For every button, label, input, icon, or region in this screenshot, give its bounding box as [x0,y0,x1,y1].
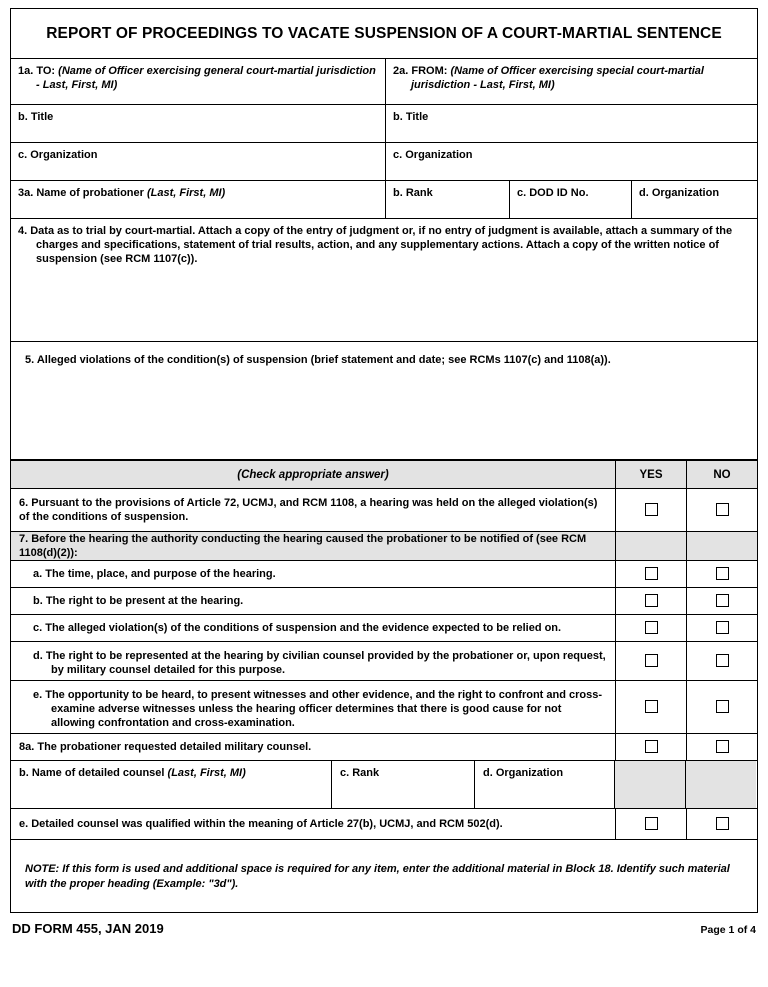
checkbox-cell-no[interactable] [686,588,757,614]
field-from-hint: (Name of Officer exercising special court-martial jurisdiction - Last, First, MI) [411,64,704,91]
row-block-4 [11,219,757,342]
question-text: 7. Before the hearing the authority conducting the hearing caused the probationer to be notified of (see RCM 1108(d)(2)): [19,532,587,559]
checkbox-icon[interactable] [645,503,658,516]
row-organization [11,143,757,181]
checkbox-icon[interactable] [645,740,658,753]
table-row [11,489,757,532]
checkbox-icon[interactable] [716,700,729,713]
question-text-inner: e. The opportunity to be heard, to present witnesses and other evidence, and the right to confront and cross-examine adverse witnesses unless the hearing officer determines that there is good cause for not allowing confrontation and cross-examination. [33,688,603,730]
question-text [11,642,615,680]
field-title-right-label: b. Title [393,110,429,123]
checkbox-icon[interactable] [716,567,729,580]
checkbox-icon[interactable] [716,740,729,753]
row-probationer [11,181,757,219]
checkbox-icon[interactable] [645,567,658,580]
question-text [11,681,615,733]
check-table-header-no: NO [686,461,757,488]
note-text: If this form is used and additional space is required for any item, enter the additional material in Block 18. Identify such material with the proper heading (Example: "3d"). [25,862,730,890]
checkbox-icon[interactable] [716,654,729,667]
checkbox-cell-no [685,761,756,808]
checkbox-cell-yes[interactable] [615,642,686,680]
checkbox-cell-yes[interactable] [615,588,686,614]
table-row [11,561,757,588]
field-detailed-counsel-name[interactable] [11,761,331,808]
checkbox-cell-yes[interactable] [615,809,686,839]
footer-page-number: Page 1 of 4 [700,923,756,936]
checkbox-cell-no [686,532,757,560]
checkbox-cell-yes[interactable] [615,561,686,587]
question-text-inner: d. The right to be represented at the hearing by civilian counsel provided by the probationer or, upon request, by military counsel detailed for this purpose. [33,649,606,677]
checkbox-icon[interactable] [645,654,658,667]
checkbox-cell-yes [615,532,686,560]
checkbox-icon[interactable] [645,594,658,607]
checkbox-icon[interactable] [716,621,729,634]
question-text: a. The time, place, and purpose of the hearing. [33,567,276,580]
field-probationer-hint: (Last, First, MI) [146,186,226,199]
table-row [11,681,757,734]
field-dod-id[interactable] [509,181,631,218]
row-block-5 [11,342,757,460]
table-row [11,734,757,761]
field-detailed-counsel-org-label: d. Organization [483,766,564,779]
field-detailed-counsel-name-hint: (Last, First, MI) [167,766,246,779]
field-detailed-counsel-name-label: b. Name of detailed counsel [19,766,165,779]
field-detailed-counsel-org[interactable] [474,761,614,808]
field-org-right[interactable] [385,143,756,180]
field-to-label: 1a. TO: [18,64,56,77]
table-row [11,615,757,642]
checkbox-cell-yes[interactable] [615,489,686,531]
question-text: 8a. The probationer requested detailed military counsel. [19,740,312,753]
checkbox-cell-no[interactable] [686,489,757,531]
check-table-header-yes: YES [615,461,686,488]
field-to-hint: (Name of Officer exercising general court-martial jurisdiction - Last, First, MI) [36,64,376,91]
field-title-right[interactable] [385,105,756,142]
checkbox-cell-yes [614,761,685,808]
row-detailed-counsel [11,761,757,809]
question-text: e. Detailed counsel was qualified within the meaning of Article 27(b), UCMJ, and RCM 502(d). [19,817,503,830]
checkbox-cell-no[interactable] [686,734,757,760]
row-title [11,105,757,143]
page-footer [10,913,758,936]
checkbox-cell-no[interactable] [686,809,757,839]
checkbox-icon[interactable] [716,594,729,607]
field-dod-id-label: c. DOD ID No. [517,186,589,199]
question-text: c. The alleged violation(s) of the conditions of suspension and the evidence expected to be relied on. [33,621,562,634]
checkbox-cell-yes[interactable] [615,615,686,641]
field-probationer-name[interactable] [11,181,385,218]
field-org-left[interactable] [11,143,385,180]
check-table-header [11,460,757,489]
field-detailed-counsel-rank[interactable] [331,761,474,808]
checkbox-cell-no[interactable] [686,615,757,641]
checkbox-cell-yes[interactable] [615,681,686,733]
checkbox-cell-no[interactable] [686,561,757,587]
table-row [11,532,757,561]
field-title-left-label: b. Title [18,110,54,123]
footer-form-id: DD FORM 455, JAN 2019 [12,920,164,936]
note-lead: NOTE: [25,862,60,875]
form-frame [10,8,758,913]
field-from[interactable] [385,59,756,104]
field-block-4-label: 4. Data as to trial by court-martial. Attach a copy of the entry of judgment or, if no entry of judgment is available, attach a summary of the charges and specifications, statement of trial results, action, and any supplementary actions. Attach a copy of the written notice of suspension (see RCM 1107(c)). [18,224,733,265]
field-rank-label: b. Rank [393,186,433,199]
checkbox-cell-yes[interactable] [615,734,686,760]
table-row [11,809,757,840]
field-rank[interactable] [385,181,509,218]
checkbox-icon[interactable] [716,503,729,516]
checkbox-cell-no[interactable] [686,681,757,733]
checkbox-cell-no[interactable] [686,642,757,680]
field-organization[interactable] [631,181,756,218]
row-to-from [11,59,757,105]
checkbox-icon[interactable] [716,817,729,830]
question-text: b. The right to be present at the hearing. [33,594,244,607]
field-org-right-label: c. Organization [393,148,473,161]
field-to[interactable] [11,59,385,104]
field-block-5[interactable] [11,342,756,459]
field-detailed-counsel-rank-label: c. Rank [340,766,380,779]
note-block [11,840,757,912]
question-text: 6. Pursuant to the provisions of Article 72, UCMJ, and RCM 1108, a hearing was held on the alleged violation(s) of the conditions of suspension. [19,496,598,523]
field-title-left[interactable] [11,105,385,142]
field-probationer-label: 3a. Name of probationer [18,186,144,199]
checkbox-icon[interactable] [645,700,658,713]
field-org-left-label: c. Organization [18,148,98,161]
field-block-5-label: 5. Alleged violations of the condition(s) of suspension (brief statement and date; see RCMs 1107(c) and 1108(a)). [25,353,611,366]
table-row [11,642,757,681]
check-table-header-text: (Check appropriate answer) [237,468,389,481]
field-block-4[interactable] [11,219,756,341]
page-title: REPORT OF PROCEEDINGS TO VACATE SUSPENSION OF A COURT-MARTIAL SENTENCE [11,9,757,59]
field-organization-label: d. Organization [639,186,720,199]
field-from-label: 2a. FROM: [393,64,448,77]
checkbox-icon[interactable] [645,817,658,830]
table-row [11,588,757,615]
checkbox-icon[interactable] [645,621,658,634]
